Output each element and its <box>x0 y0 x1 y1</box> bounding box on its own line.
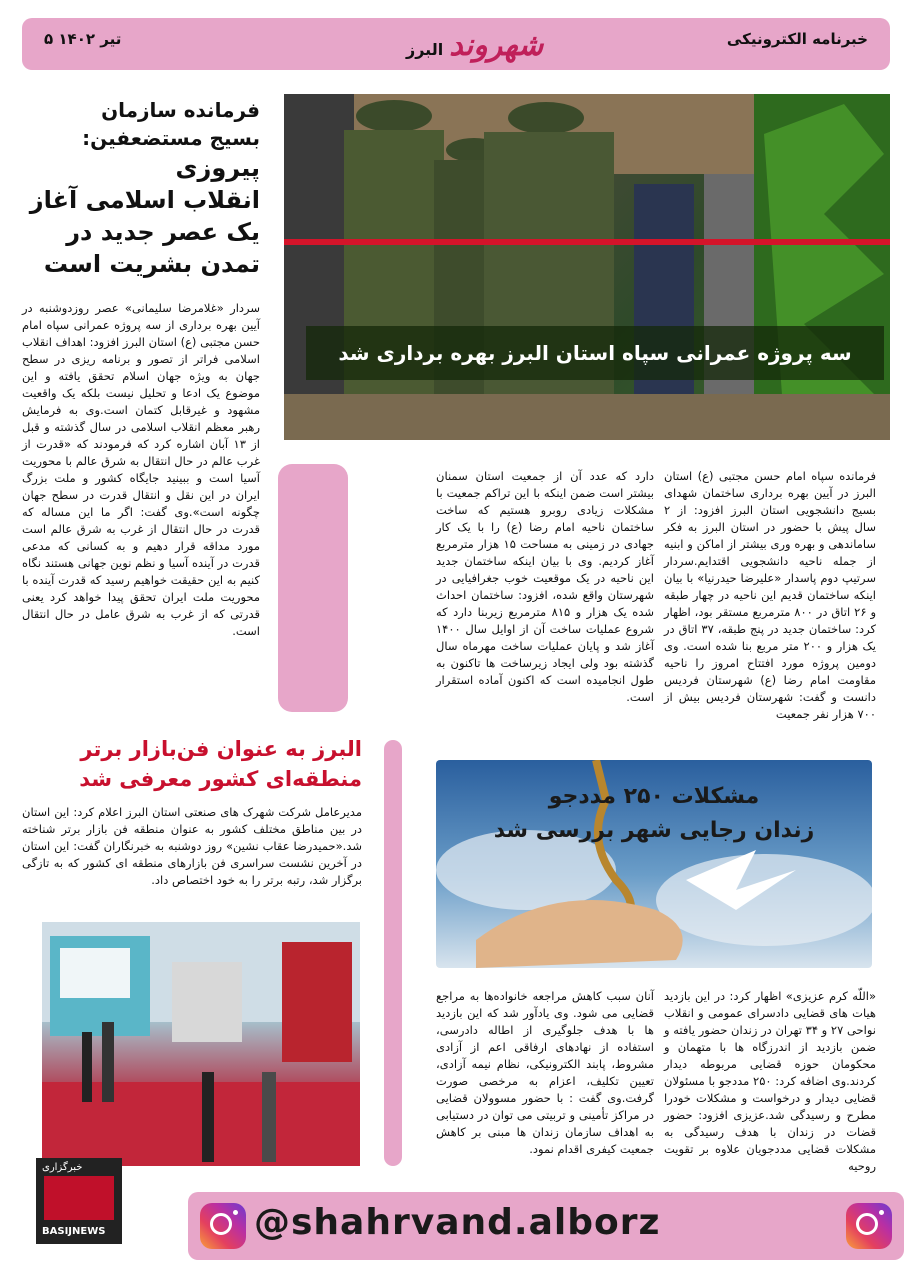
side-headline <box>22 96 260 280</box>
fanbazar-headline-line2: منطقه‌ای کشور معرفی شد <box>79 767 362 791</box>
fanbazar-body: مدیرعامل شرکت شهرک های صنعتی استان البرز اعلام کرد: این استان در بین مناطق مختلف کشور به عنوان منطقه فن بازار برتر شناخته شد.«حمیدرضا عقاب نشین» روز دوشنبه به خبرنگاران گفت: این استان در آخرین نشست سراسری فن بازارهای منطقه ای کشور که به تازگی برگزار شد، رتبه برتر را به خود اختصاص داد. <box>22 805 362 887</box>
decorative-pink-divider <box>384 740 402 1166</box>
side-headline-line4: انقلاب اسلامی آغاز <box>29 186 260 214</box>
newsletter-label: خبرنامه الکترونیکی <box>726 30 868 48</box>
prison-photo-title <box>436 780 872 848</box>
exhibition-photo <box>42 922 360 1166</box>
prison-col-left: آنان سبب کاهش مراجعه خانواده‌ها به مراجع قضایی می شود. وی یادآور شد که این بازدید ها با هدف جلوگیری از اطاله دادرسی، استفاده از نهادهای ارفاقی اعم از آزادی مشروط، پابند الکترونیکی، نظام نیمه آزادی، تعیین تکلیف، اعزام به مرخصی صورت گرفت.وی گفت : با حضور مسوولان قضایی در مراکز تأمینی و تربیتی می توان در دستیابی به اهداف سازمان زندان ها مبنی بر کاهش جمعیت کیفری اقدام نمود. <box>436 989 654 1156</box>
instagram-handle[interactable]: @shahrvand.alborz <box>254 1202 661 1243</box>
ribbon-cutting-photo <box>284 94 890 440</box>
basij-logo-icon <box>44 1176 114 1220</box>
ribbon <box>284 239 890 245</box>
prison-col-right: «اللّه کرم عزیزی» اظهار کرد: در این بازدید هیات های قضایی دادسرای عمومی و انقلاب نواحی ۲۷ و ۳۴ تهران در زندان حضور یافته و ضمن بازدید از اندرزگاه ها با متهمان و محکومان حوزه قضایی مربوطه دیدار کردند.وی اضافه کرد: ۲۵۰ مددجو با مسئولان قضایی دیدار و درخواست و مشکلات خودرا مطرح و رسیدگی شد.عزیزی افزود: حضور قضات در زندان با هدف رسیدگی به مشکلات قضایی مددجویان علاوه بر تقویت روحیه <box>664 989 876 1173</box>
instagram-icon <box>200 1203 246 1249</box>
prison-story-photo <box>436 760 872 968</box>
issue-date: ۵ تیر ۱۴۰۲ <box>44 30 122 48</box>
photo-scene-illustration <box>284 94 890 440</box>
fanbazar-headline <box>22 734 362 794</box>
masthead-logo <box>406 28 543 63</box>
prison-photo-title-line1: مشکلات ۲۵۰ مددجو <box>548 784 760 809</box>
side-article-body: سردار «غلامرضا سلیمانی» عصر روزدوشنبه در آیین بهره برداری از سه پروژه عمرانی سپاه امام حسن مجتبی (ع) استان البرز افزود: اهداف انقلاب اسلامی فراتر از تصور و برنامه ریزی در سطح جهان به ویژه جهان اسلام تحقق یافته و این موضوع یک ادعا و تحلیل نیست بلکه یک واقعیت مشهود و غیرقابل کتمان است.وی به فرمایش رهبر معظم انقلاب اسلامی در سال گذشته و قبل از ۱۳ آبان اشاره کرد که فرمودند که «قدرت از غرب عالم در حال انتقال به شرق عالم با محوریت آسیا است و ببینید جایگاه کشور و ملت بزرگ ایران در این نقل و انتقال قدرت در سطح جهان چگونه است».وی گفت: اگر ما این مساله که قدرت در حال انتقال از غرب به شرق عالم است مورد مداقه قرار دهیم و به کسانی که مدعی قدرت در آینده آسیا و نظم نوین جهانی هستند نگاه کنیم به این حقیقت خواهیم رسید که قدرت آینده با محوریت ملت ایران تحقق پیدا خواهد کرد یعنی قدرتی که از غرب به شرق عامل در حال انتقال است. <box>22 301 261 638</box>
header-bar <box>22 18 890 70</box>
fanbazar-headline-line1: البرز به عنوان فن‌بازار برتر <box>80 737 362 761</box>
prison-photo-title-line2: زندان رجایی شهر بررسی شد <box>493 818 815 843</box>
instagram-icon-right <box>846 1203 892 1249</box>
watermark-bottom-text: BASIJNEWS <box>42 1226 106 1237</box>
side-headline-line2: بسیج مستضعفین: <box>82 126 260 150</box>
side-headline-line3: پیروزی <box>175 154 260 182</box>
exhibition-scene-illustration <box>42 922 360 1166</box>
side-headline-line6: تمدن بشریت است <box>43 250 260 278</box>
top-story-col-left: دارد که عدد آن از جمعیت استان سمنان بیشتر است ضمن اینکه با این تراکم جمعیت با مشکلات زیادی روبرو هستیم که ساخت ساختمان ناحیه امام رضا (ع) را با یک کار جهادی در زمینی به مساحت ۱۵ هزار مترمربع آغاز کردیم. وی با بیان اینکه ساختمان جدید این ناحیه در یک موقعیت خوب جغرافیایی در شهرستان واقع شده، افزود: ساختمان احداث شده یک هزار و ۸۱۵ مترمربع زیربنا دارد که شروع عملیات ساخت آن از اوایل سال ۱۴۰۰ آغاز شد و پایان عملیات ساخت مهرماه سال گذشته بود ولی ایجاد زیرساخت ها تاکنون به طول انجامیده است که اکنون آماده استقرار است. <box>436 469 654 704</box>
watermark-top-text: خبرگزاری <box>42 1162 83 1173</box>
side-headline-line1: فرمانده سازمان <box>101 98 260 122</box>
logo-sub: البرز <box>406 40 444 59</box>
top-story-col-right: فرمانده سپاه امام حسن مجتبی (ع) استان البرز در آیین بهره برداری ساختمان شهدای بسیج دانشجویی استان البرز افزود: از ۲ سال پیش با حضور در استان البرز به فکر ساماندهی و بهره وری بیشتر از اماکن و ابنیه از جمله ناحیه دانشجویی اقتدایم.سردار سرتیپ دوم پاسدار «علیرضا حیدرنیا» با بیان اینکه ساختمان قدیم این ناحیه در چهار طبقه و ۲۶ اتاق در ۸۰۰ مترمربع مستقر بود، اظهار کرد: ساختمان جدید در پنج طبقه، ۳۷ اتاق در یک هزار و ۲۰۰ متر مربع بنا شده است. وی دومین پروژه مورد افتتاح امروز را ناحیه مقاومت امام رضا (ع) شهرستان فردیس دانست و گفت: شهرستان فردیس بیش از ۷۰۰ هزار نفر جمعیت <box>664 469 877 721</box>
basij-news-watermark <box>36 1158 122 1244</box>
decorative-pink-panel <box>278 464 348 712</box>
logo-main: شهروند <box>449 28 544 63</box>
side-headline-line5: یک عصر جدید در <box>66 218 260 246</box>
photo-caption: سه پروژه عمرانی سپاه استان البرز بهره برداری شد <box>306 326 884 380</box>
